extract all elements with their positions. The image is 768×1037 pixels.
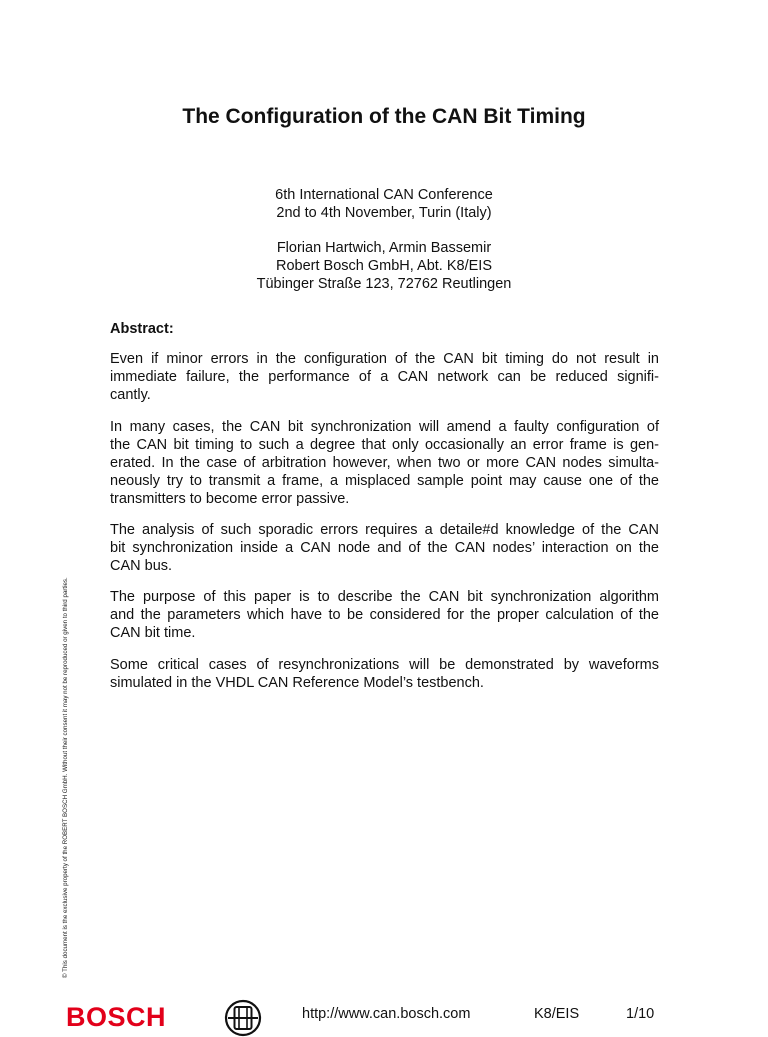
paragraph-line: cantly. (110, 387, 151, 403)
footer-department: K8/EIS (534, 1006, 580, 1022)
footer-url-link[interactable]: http://www.can.bosch.com (302, 1006, 471, 1022)
paragraph-line: CAN bit time. (110, 625, 196, 641)
paragraph-line: Some critical cases of resynchronizations will be demonstrated by waveforms (110, 657, 659, 673)
paragraph-line: bit synchronization inside a CAN node and of the CAN nodes’ interaction on the (110, 540, 659, 556)
paragraph-line: neously try to transmit a frame, a misplaced sample point may cause one of the (110, 473, 659, 489)
abstract-paragraph-4 (110, 588, 659, 642)
author-affiliation: Robert Bosch GmbH, Abt. K8/EIS (276, 258, 492, 274)
paragraph-line: The purpose of this paper is to describe the CAN bit synchronization algorithm (110, 589, 659, 605)
conference-dates: 2nd to 4th November, Turin (Italy) (276, 205, 492, 221)
paragraph-line: erated. In the case of arbitration however, when two or more CAN nodes simulta- (110, 455, 659, 471)
copyright-side-note: © This document is the exclusive property of the ROBERT BOSCH GmbH. Without their consent it may not be reproduced or given to third parties. (62, 577, 69, 978)
author-info (0, 239, 768, 293)
abstract-paragraph-3 (110, 521, 659, 575)
paper-title: The Configuration of the CAN Bit Timing (182, 105, 586, 128)
paragraph-line: and the parameters which have to be considered for the proper calculation of the (110, 607, 659, 623)
conference-info (0, 186, 768, 222)
abstract-paragraph-1 (110, 350, 659, 404)
paragraph-line: the CAN bit timing to such a degree that only occasionally an error frame is gen- (110, 437, 659, 453)
bosch-armature-icon (224, 999, 262, 1037)
author-names: Florian Hartwich, Armin Bassemir (276, 240, 492, 256)
paragraph-line: transmitters to become error passive. (110, 491, 350, 507)
paragraph-line: immediate failure, the performance of a CAN network can be reduced signifi- (110, 369, 659, 385)
abstract-paragraph-2 (110, 418, 659, 508)
footer-page-number: 1/10 (626, 1006, 655, 1022)
bosch-logo: BOSCH (66, 1002, 167, 1032)
abstract-heading: Abstract: (110, 321, 174, 337)
abstract-paragraph-5 (110, 656, 659, 692)
paragraph-line: simulated in the VHDL CAN Reference Model’s testbench. (110, 675, 484, 691)
paragraph-line: The analysis of such sporadic errors requires a detaile#d knowledge of the CAN (110, 522, 659, 538)
paragraph-line: In many cases, the CAN bit synchronization will amend a faulty configuration of (110, 419, 659, 435)
paragraph-line: CAN bus. (110, 558, 173, 574)
conference-name: 6th International CAN Conference (275, 187, 493, 203)
author-address: Tübinger Straße 123, 72762 Reutlingen (256, 276, 512, 292)
paragraph-line: Even if minor errors in the configuration of the CAN bit timing do not result in (110, 351, 659, 367)
